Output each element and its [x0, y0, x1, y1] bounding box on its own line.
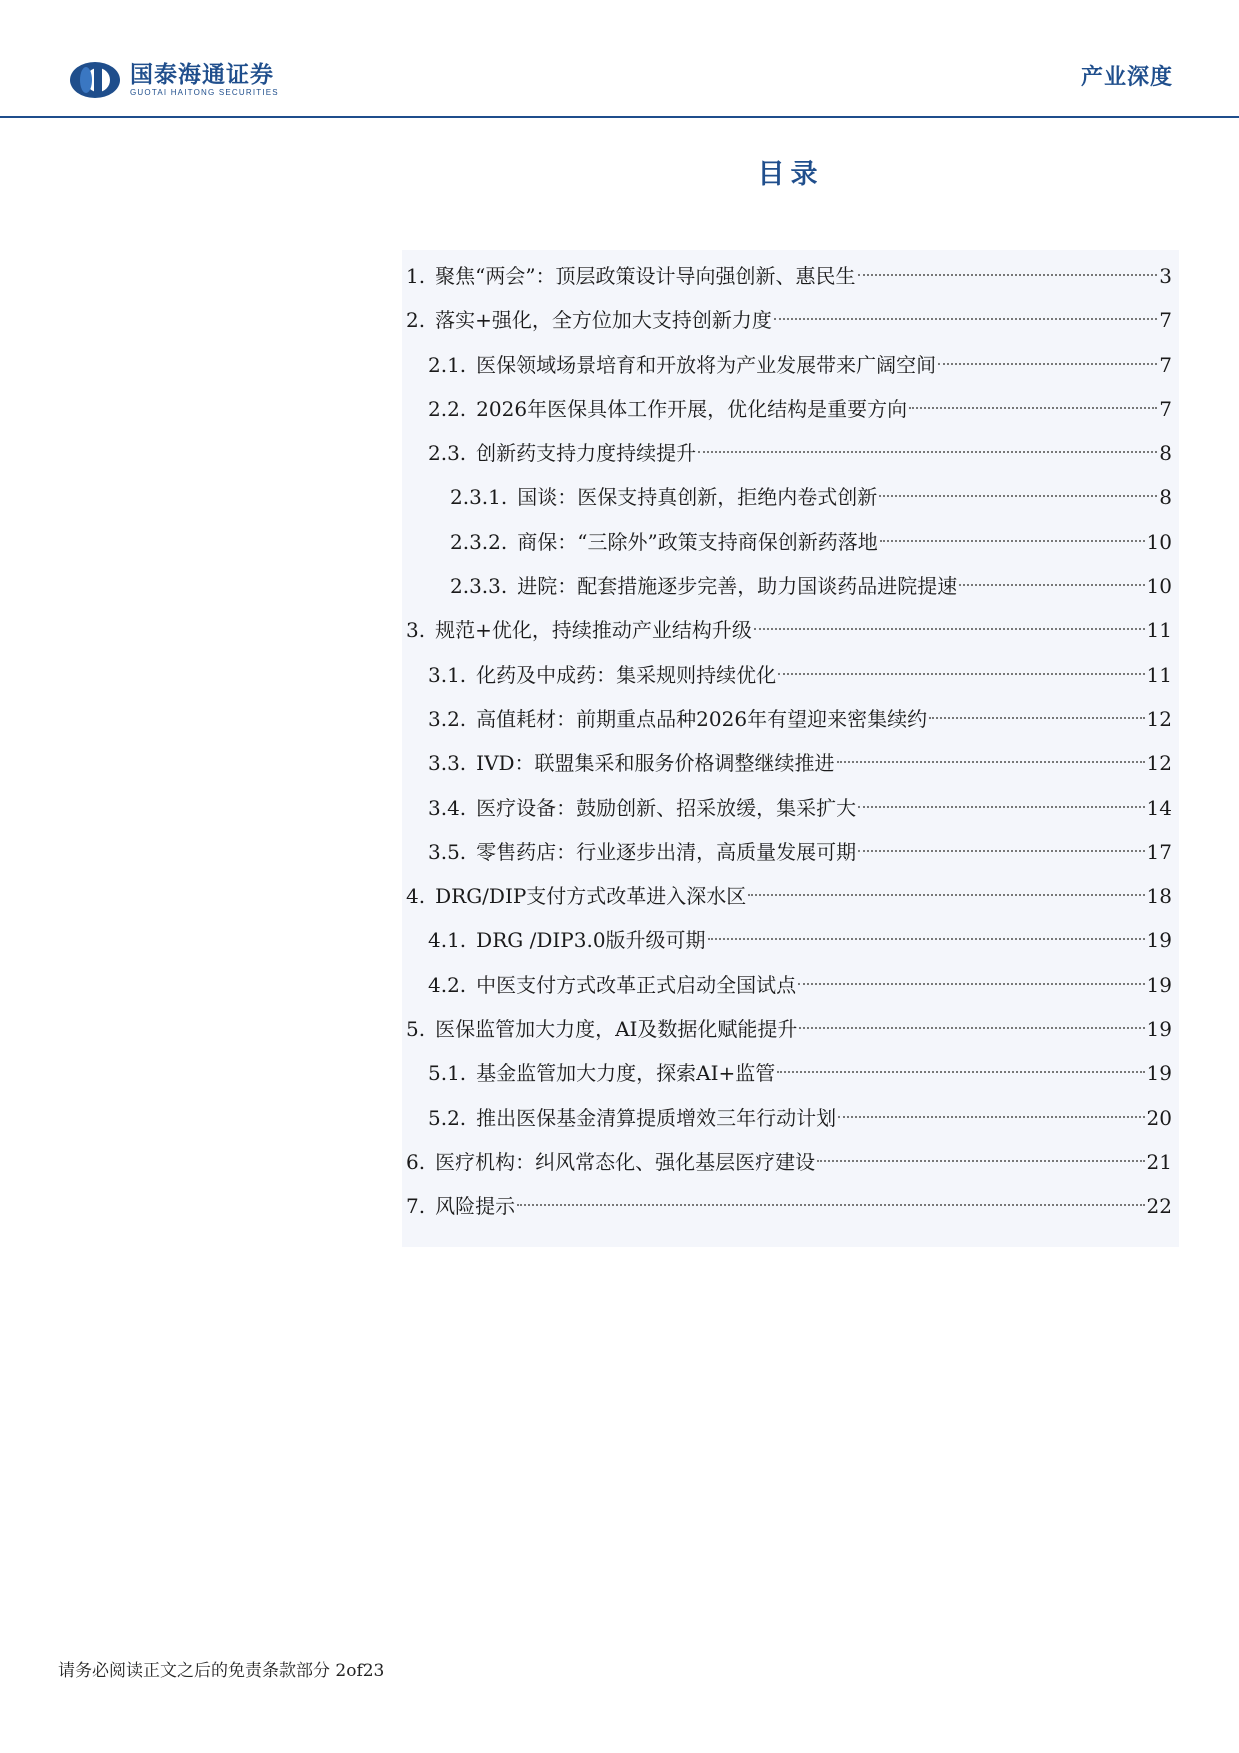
toc-entry[interactable] [402, 830, 1179, 874]
toc-entry-page-number: 19 [1146, 1017, 1172, 1042]
toc-entry-title: DRG /DIP3.0版升级可期 [476, 928, 706, 953]
toc-entry-title: 风险提示 [435, 1194, 516, 1219]
company-logo [68, 60, 279, 100]
toc-entry-number: 5. [406, 1017, 426, 1042]
logo-chinese-name: 国泰海通证券 [130, 62, 274, 88]
toc-entry-page-number: 10 [1146, 529, 1172, 554]
toc-entry[interactable] [402, 786, 1179, 830]
toc-entry-title: 化药及中成药：集采规则持续优化 [476, 662, 777, 687]
toc-entry-number: 7. [406, 1194, 426, 1219]
toc-entry-number: 3.4. [428, 795, 467, 820]
toc-entry-page-number: 7 [1159, 308, 1172, 333]
toc-entry[interactable] [402, 918, 1179, 962]
toc-entry[interactable] [402, 254, 1179, 298]
toc-title: 目录 [757, 159, 824, 190]
toc-dot-leader [837, 761, 1145, 763]
toc-entry-page-number: 3 [1159, 264, 1172, 288]
toc-entry[interactable] [402, 1184, 1179, 1228]
toc-entry-number: 3.2. [428, 706, 467, 731]
toc-entry-page-number: 21 [1146, 1149, 1172, 1174]
toc-entry-title: 商保：“三除外”政策支持商保创新药落地 [517, 529, 878, 554]
toc-entry-number: 4. [406, 884, 426, 909]
toc-entry-page-number: 10 [1146, 574, 1172, 599]
toc-entry[interactable] [402, 1140, 1179, 1184]
toc-entry[interactable] [402, 963, 1179, 1007]
toc-entry[interactable] [402, 298, 1179, 342]
toc-entry[interactable] [402, 520, 1179, 564]
toc-entry-number: 5.2. [428, 1105, 467, 1130]
toc-entry[interactable] [402, 653, 1179, 697]
toc-entry-number: 3.3. [428, 751, 467, 776]
toc-entry-title: 医疗机构：纠风常态化、强化基层医疗建设 [435, 1149, 816, 1174]
toc-dot-leader [858, 806, 1144, 808]
toc-entry-number: 4.1. [428, 928, 467, 953]
toc-dot-leader [879, 495, 1157, 497]
toc-entry[interactable] [402, 475, 1179, 519]
footer-disclaimer: 请务必阅读正文之后的免责条款部分 2of23 [58, 1661, 385, 1681]
toc-entry-page-number: 14 [1146, 795, 1172, 820]
toc-dot-leader [754, 628, 1145, 630]
table-of-contents [402, 250, 1179, 1247]
toc-entry[interactable] [402, 741, 1179, 785]
toc-entry[interactable] [402, 874, 1179, 918]
toc-entry-page-number: 11 [1146, 662, 1172, 687]
toc-entry-title: 2026年医保具体工作开展，优化结构是重要方向 [476, 396, 908, 421]
toc-entry-title: 医保监管加大力度，AI及数据化赋能提升 [435, 1017, 798, 1042]
toc-entry[interactable] [402, 1096, 1179, 1140]
toc-entry-title: 落实+强化，全方位加大支持创新力度 [435, 308, 772, 333]
toc-entry-page-number: 19 [1146, 972, 1172, 997]
toc-entry-title: 创新药支持力度持续提升 [476, 441, 697, 466]
toc-entry[interactable] [402, 431, 1179, 475]
logo-icon [68, 60, 122, 100]
toc-dot-leader [748, 894, 1144, 896]
toc-entry[interactable] [402, 1051, 1179, 1095]
toc-entry[interactable] [402, 697, 1179, 741]
toc-dot-leader [929, 717, 1144, 719]
toc-dot-leader [698, 451, 1157, 453]
toc-entry-number: 2.3.3. [450, 574, 508, 599]
toc-entry-page-number: 19 [1146, 928, 1172, 953]
toc-entry-page-number: 8 [1159, 485, 1172, 510]
toc-entry-page-number: 17 [1146, 839, 1172, 864]
toc-entry-title: 基金监管加大力度，探索AI+监管 [476, 1061, 776, 1086]
toc-entry-title: 零售药店：行业逐步出清，高质量发展可期 [476, 839, 857, 864]
toc-dot-leader [778, 673, 1144, 675]
toc-entry-page-number: 20 [1146, 1105, 1172, 1130]
toc-entry-title: DRG/DIP支付方式改革进入深水区 [435, 884, 747, 909]
toc-entry-page-number: 8 [1159, 441, 1172, 466]
toc-entry-number: 3. [406, 618, 426, 643]
logo-english-name: GUOTAI HAITONG SECURITIES [130, 88, 279, 97]
toc-entry[interactable] [402, 608, 1179, 652]
toc-entry[interactable] [402, 564, 1179, 608]
toc-dot-leader [798, 983, 1144, 985]
toc-entry[interactable] [402, 343, 1179, 387]
toc-entry-page-number: 22 [1146, 1194, 1172, 1219]
toc-entry-page-number: 7 [1159, 396, 1172, 421]
toc-entry-title: 医保领域场景培育和开放将为产业发展带来广阔空间 [476, 352, 937, 377]
toc-dot-leader [708, 938, 1145, 940]
toc-entry-title: 进院：配套措施逐步完善，助力国谈药品进院提速 [517, 574, 958, 599]
toc-entry-title: 高值耗材：前期重点品种2026年有望迎来密集续约 [476, 706, 928, 731]
toc-dot-leader [774, 318, 1157, 320]
toc-entry-number: 5.1. [428, 1061, 467, 1086]
toc-entry[interactable] [402, 1007, 1179, 1051]
toc-dot-leader [817, 1160, 1144, 1162]
toc-entry-title: IVD：联盟集采和服务价格调整继续推进 [476, 751, 835, 776]
toc-entry-title: 聚焦“两会”：顶层政策设计导向强创新、惠民生 [435, 264, 856, 288]
toc-dot-leader [858, 850, 1144, 852]
toc-entry-number: 2.1. [428, 352, 467, 377]
toc-entry-page-number: 12 [1146, 706, 1172, 731]
toc-dot-leader [517, 1204, 1144, 1206]
toc-entry-number: 2. [406, 308, 426, 333]
toc-dot-leader [938, 363, 1157, 365]
toc-entry-number: 6. [406, 1149, 426, 1174]
toc-entry-title: 医疗设备：鼓励创新、招采放缓，集采扩大 [476, 795, 857, 820]
toc-dot-leader [799, 1027, 1144, 1029]
page-header [0, 0, 1239, 118]
toc-entry-title: 规范+优化，持续推动产业结构升级 [435, 618, 752, 643]
toc-dot-leader [858, 274, 1158, 276]
header-divider [0, 116, 1239, 118]
toc-dot-leader [838, 1116, 1144, 1118]
toc-entry-title: 中医支付方式改革正式启动全国试点 [476, 972, 797, 997]
toc-dot-leader [777, 1071, 1144, 1073]
toc-entry-page-number: 19 [1146, 1061, 1172, 1086]
toc-dot-leader [959, 584, 1144, 586]
toc-entry-page-number: 12 [1146, 751, 1172, 776]
toc-entry-page-number: 18 [1146, 884, 1172, 909]
toc-entry-title: 推出医保基金清算提质增效三年行动计划 [476, 1105, 837, 1130]
toc-dot-leader [909, 407, 1157, 409]
toc-entry-number: 2.3.1. [450, 485, 508, 510]
toc-entry-number: 2.2. [428, 396, 467, 421]
toc-entry-page-number: 7 [1159, 352, 1172, 377]
toc-entry-number: 3.1. [428, 662, 467, 687]
toc-entry-number: 2.3. [428, 441, 467, 466]
toc-entry-number: 3.5. [428, 839, 467, 864]
toc-entry[interactable] [402, 387, 1179, 431]
toc-entry-title: 国谈：医保支持真创新，拒绝内卷式创新 [517, 485, 878, 510]
toc-entry-number: 1. [406, 264, 426, 288]
toc-entry-number: 4.2. [428, 972, 467, 997]
document-type-label: 产业深度 [1080, 65, 1173, 90]
toc-dot-leader [880, 540, 1145, 542]
toc-entry-number: 2.3.2. [450, 529, 508, 554]
toc-entry-page-number: 11 [1146, 618, 1172, 643]
